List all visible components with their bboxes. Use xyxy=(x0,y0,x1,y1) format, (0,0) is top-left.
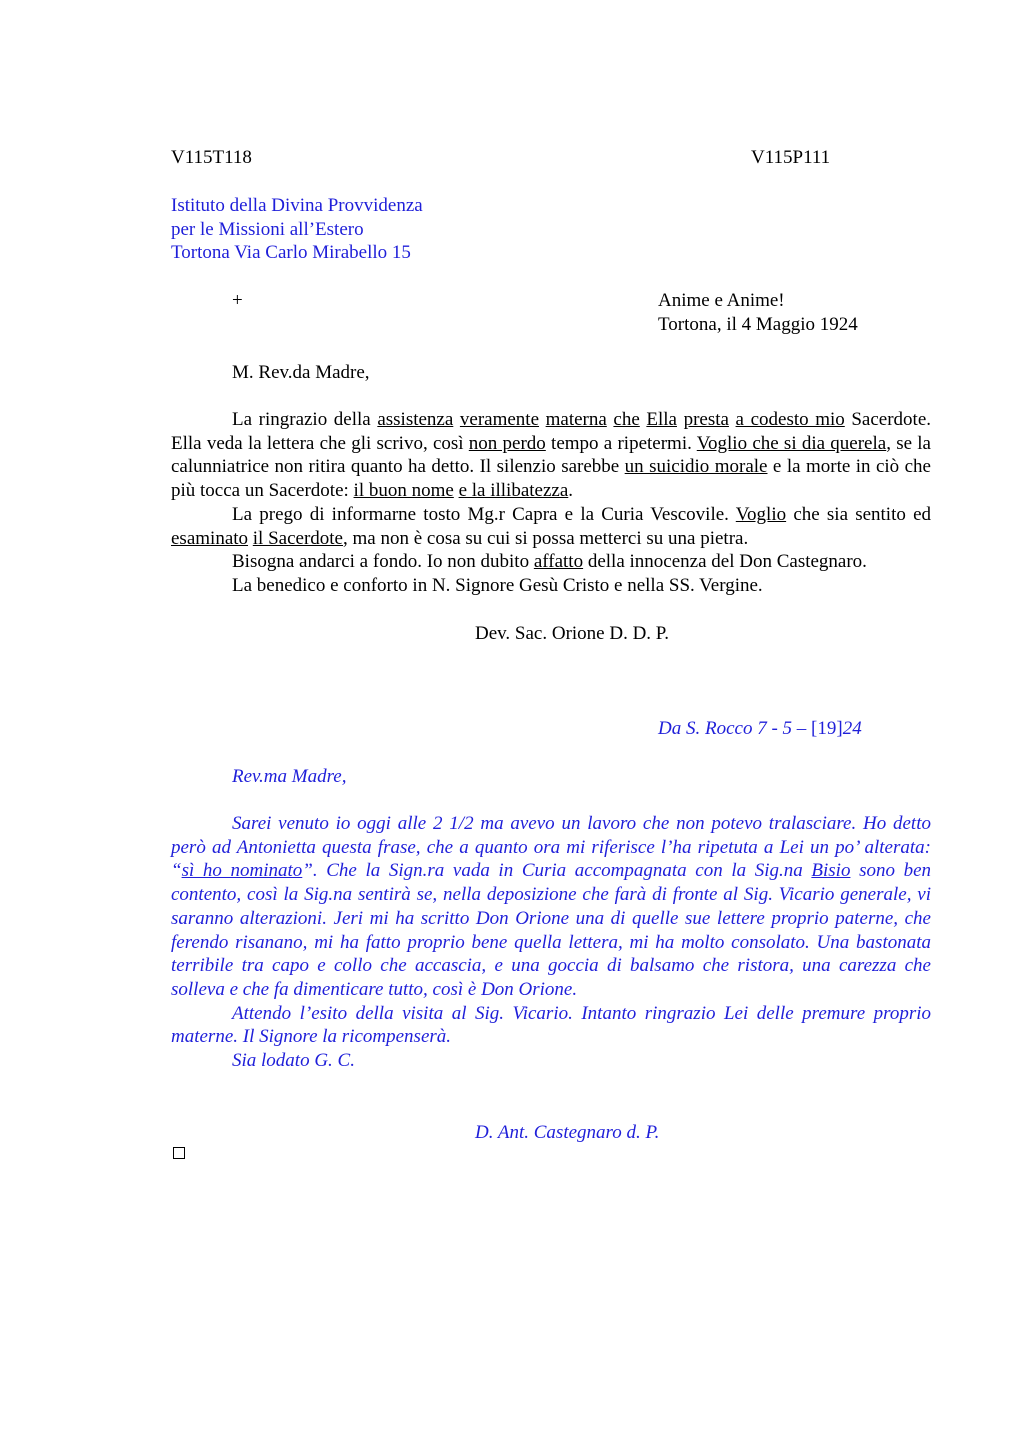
paragraph-1: La ringrazio della assistenza veramente materna che Ella presta a codesto mio Sacerdote. Ella veda la lettera che gli scrivo, così non perdo tempo a ripetermi. Voglio che si dia querela, se la calunniatrice non ritira quanto ha detto. Il silenzio sarebbe un suicidio morale e la morte in ciò che più tocca un Sacerdote: il buon nome e la illibatezza. xyxy=(171,409,932,502)
letter-body xyxy=(171,408,931,598)
paragraph-3: Bisogna andarci a fondo. Io non dubito affatto della innocenza del Don Castegnaro. xyxy=(232,551,867,573)
reply-salutation: Rev.ma Madre, xyxy=(232,766,347,787)
reply-paragraph-2: Attendo l’esito della visita al Sig. Vicario. Intanto ringrazio Lei delle premure proprio materne. Il Signore la ricompenserà. xyxy=(171,1002,931,1048)
reply-signature: D. Ant. Castegnaro d. P. xyxy=(475,1122,660,1143)
reply-body xyxy=(171,812,931,1073)
cross-symbol: + xyxy=(232,290,243,311)
document-code-right: V115P111 xyxy=(751,147,831,168)
salutation: M. Rev.da Madre, xyxy=(232,362,370,383)
motto: Anime e Anime! xyxy=(658,290,785,311)
letter-date: Tortona, il 4 Maggio 1924 xyxy=(658,314,858,335)
letterhead-line-2: per le Missioni all’Estero xyxy=(171,219,364,240)
reply-date: Da S. Rocco 7 - 5 – [19]24 xyxy=(658,718,862,739)
reply-paragraph-3: Sia lodato G. C. xyxy=(232,1050,355,1072)
reply-paragraph-1: Sarei venuto io oggi alle 2 1/2 ma avevo un lavoro che non potevo tralasciare. Ho detto però ad Antonietta questa frase, che a quanto ora mi riferisce l’ha ripetuta a Lei un po’ alterata: “sì ho nominato”. Che la Sign.ra vada in Curia accompagnata con la Sig.na Bisio sono ben contento, così la Sig.na sentirà se, nella deposizione che farà di fronte al Sig. Vicario generale, vi saranno alterazioni. Jeri mi ha scritto Don Orione una di quelle sue lettere proprio paterne, che ferendo risanano, mi ha fatto proprio bene quella lettera, mi ha molto consolato. Una bastonata terribile tra capo e collo che accascia, e una goccia di balsamo che ristora, una carezza che solleva e che fa dimenticare tutto, così è Don Orione. xyxy=(171,813,932,1000)
paragraph-2: La prego di informarne tosto Mg.r Capra e la Curia Vescovile. Voglio che sia sentito ed esaminato il Sacerdote, ma non è cosa su cui si possa metterci su una pietra. xyxy=(171,503,931,549)
end-marker-box xyxy=(173,1147,185,1159)
letterhead-line-3: Tortona Via Carlo Mirabello 15 xyxy=(171,242,411,263)
letterhead-line-1: Istituto della Divina Provvidenza xyxy=(171,195,423,216)
paragraph-4: La benedico e conforto in N. Signore Gesù Cristo e nella SS. Vergine. xyxy=(232,574,763,596)
document-code-left: V115T118 xyxy=(171,147,252,168)
signature: Dev. Sac. Orione D. D. P. xyxy=(475,623,670,644)
